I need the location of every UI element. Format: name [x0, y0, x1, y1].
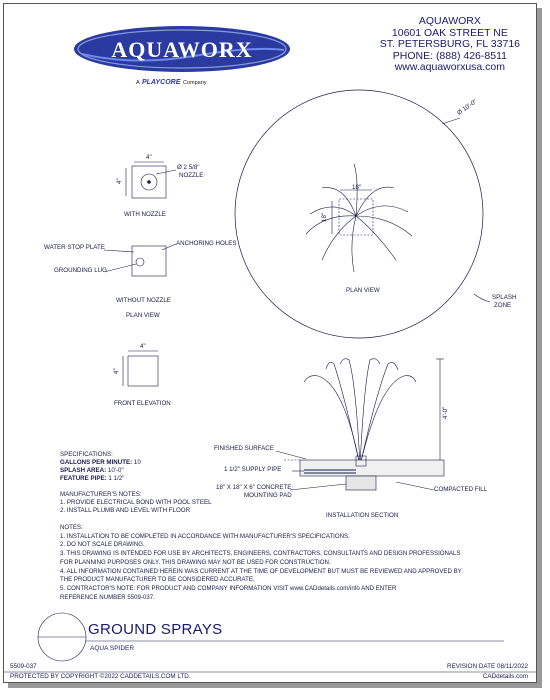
- without-nozzle-label: WITHOUT NOZZLE: [116, 297, 171, 304]
- front-elevation-label: FRONT ELEVATION: [114, 400, 171, 407]
- company-phone: PHONE: (888) 426-8511: [392, 49, 507, 62]
- drawing-title: GROUND SPRAYS: [88, 621, 223, 638]
- grounding-lug-leader: [104, 264, 136, 272]
- drawing-subtitle: AQUA SPIDER: [90, 645, 135, 652]
- company-city: ST. PETERSBURG, FL 33716: [379, 38, 520, 50]
- revision-date: REVISION DATE 08/11/2022: [447, 663, 528, 670]
- anchoring-holes-leader: [162, 244, 176, 250]
- front-elev-dim-side-label: 4": [113, 368, 120, 374]
- nozzle-callout-line2: NOZZLE: [179, 172, 204, 179]
- installation-section-label: INSTALLATION SECTION: [326, 512, 399, 519]
- copyright-text: PROTECTED BY COPYRIGHT ©2022 CADDETAILS.COM LTD.: [10, 673, 191, 680]
- height-dim-label: 4'-0": [442, 406, 449, 419]
- manufacturer-note-item: 1. PROVIDE ELECTRICAL BOND WITH POOL STEEL: [60, 499, 212, 506]
- note-line: FOR PLANNING PURPOSES ONLY. THIS DRAWING MAY NOT BE USED FOR CONSTRUCTION.: [60, 558, 331, 566]
- compacted-fill-label: COMPACTED FILL: [434, 486, 488, 493]
- notes-block: [60, 524, 462, 602]
- splash-zone-line1: SPLASH: [492, 294, 517, 301]
- spec-row-splash: [60, 467, 141, 475]
- concrete-pad-leader: [290, 484, 346, 490]
- spec-value: 10'-0": [107, 467, 124, 474]
- logo-sub-brand: PLAYCORE: [142, 79, 181, 86]
- without-nozzle-box: [132, 246, 166, 276]
- drawing-number: 5509-037: [10, 663, 37, 670]
- note-line: 3. THIS DRAWING IS INTENDED FOR USE BY ARCHITECTS, ENGINEERS, CONTRACTORS, CONSULTANTS AND DESIGN PROFESSIONALS: [60, 550, 461, 558]
- grounding-lug-label: GROUNDING LUG: [54, 267, 107, 274]
- front-elev-dim-top-label: 4": [140, 343, 146, 350]
- notes-header: NOTES:: [60, 524, 83, 531]
- supply-pipe-label: 1 1/2" SUPPLY PIPE: [224, 466, 282, 473]
- spec-label: FEATURE PIPE:: [60, 475, 107, 482]
- splash-zone-leader: [474, 294, 490, 302]
- drawing-sheet: [3, 3, 537, 683]
- finished-surface-label: FINISHED SURFACE: [214, 445, 274, 452]
- concrete-pad: [346, 476, 376, 490]
- water-stop-leader: [104, 250, 134, 252]
- left-plan-view-label: PLAN VIEW: [126, 312, 160, 319]
- circle-dim-leader: [442, 118, 460, 124]
- nozzle-callout-line1: Ø 2 5/8": [177, 164, 200, 171]
- spec-label: GALLONS PER MINUTE:: [60, 459, 133, 466]
- with-nozzle-label: WITH NOZZLE: [124, 211, 166, 218]
- note-line: 4. ALL INFORMATION CONTAINED HEREIN WAS CURRENT AT THE TIME OF DEVELOPMENT BUT MUST BE REVIEWED AND APPROVED BY: [60, 567, 462, 575]
- spec-row-pipe: [60, 475, 141, 483]
- finished-surface-leader: [276, 451, 306, 459]
- concrete-pad-line1: 18" X 18" X 6" CONCRETE: [216, 484, 292, 491]
- spec-label: SPLASH AREA:: [60, 467, 107, 474]
- logo-sub-prefix: A: [136, 80, 140, 86]
- water-stop-plate-label: WATER STOP PLATE: [44, 244, 105, 251]
- note-line: 2. DO NOT SCALE DRAWING.: [60, 541, 145, 549]
- spec-value: 10: [133, 459, 141, 466]
- note-line: REFERENCE NUMBER 5509-037.: [60, 593, 155, 601]
- with-nozzle-dim-top-label: 4": [146, 154, 152, 161]
- note-line: 1. INSTALLATION TO BE COMPLETED IN ACCORDANCE WITH MANUFACTURER'S SPECIFICATIONS.: [60, 532, 350, 540]
- logo-sub-suffix: Company: [183, 80, 207, 86]
- anchoring-holes-label: ANCHORING HOLES: [176, 240, 237, 247]
- specifications-header: SPECIFICATIONS:: [60, 451, 113, 458]
- nozzle-center: [148, 181, 151, 184]
- grounding-lug-circle: [136, 258, 144, 266]
- specifications-block: [60, 451, 141, 483]
- company-street: 10601 OAK STREET NE: [391, 26, 508, 39]
- note-line: THE PRODUCT MANUFACTURER TO BE CONSIDERED ACCURATE.: [60, 576, 255, 584]
- manufacturer-notes-header: MANUFACTURER'S NOTES:: [60, 491, 142, 498]
- circle-dim-label: Ø 10'-0": [456, 98, 479, 117]
- manufacturer-notes-block: [60, 491, 212, 515]
- plan-view-label: PLAN VIEW: [346, 287, 380, 294]
- manufacturer-note-item: 2. INSTALL PLUMB AND LEVEL WITH FLOOR: [60, 507, 191, 514]
- company-web: www.aquaworxusa.com: [394, 61, 506, 73]
- compacted-fill-leader: [396, 482, 434, 490]
- company-name: AQUAWORX: [418, 15, 481, 27]
- caddetails-link[interactable]: CADdetails.com: [482, 673, 528, 680]
- note-line: 5. CONTRACTOR'S NOTE: FOR PRODUCT AND COMPANY INFORMATION VISIT www.CADdetails.com/info AND ENTER: [60, 584, 397, 592]
- front-elevation-box: [128, 356, 158, 386]
- spray-dim-h-label: 18": [352, 184, 362, 191]
- title-block-lines: [4, 604, 536, 682]
- spec-row-gpm: [60, 459, 141, 467]
- splash-zone-line2: ZONE: [494, 302, 512, 309]
- spec-value: 1 1/2": [108, 475, 125, 482]
- spray-dim-v-label: 18": [321, 212, 328, 222]
- elevation-spray-arcs: [304, 359, 416, 466]
- with-nozzle-dim-side-label: 4": [116, 178, 123, 184]
- logo-brand-text: AQUAWORX: [111, 37, 253, 62]
- concrete-pad-line2: MOUNTING PAD: [244, 492, 292, 499]
- finished-slab: [300, 460, 444, 476]
